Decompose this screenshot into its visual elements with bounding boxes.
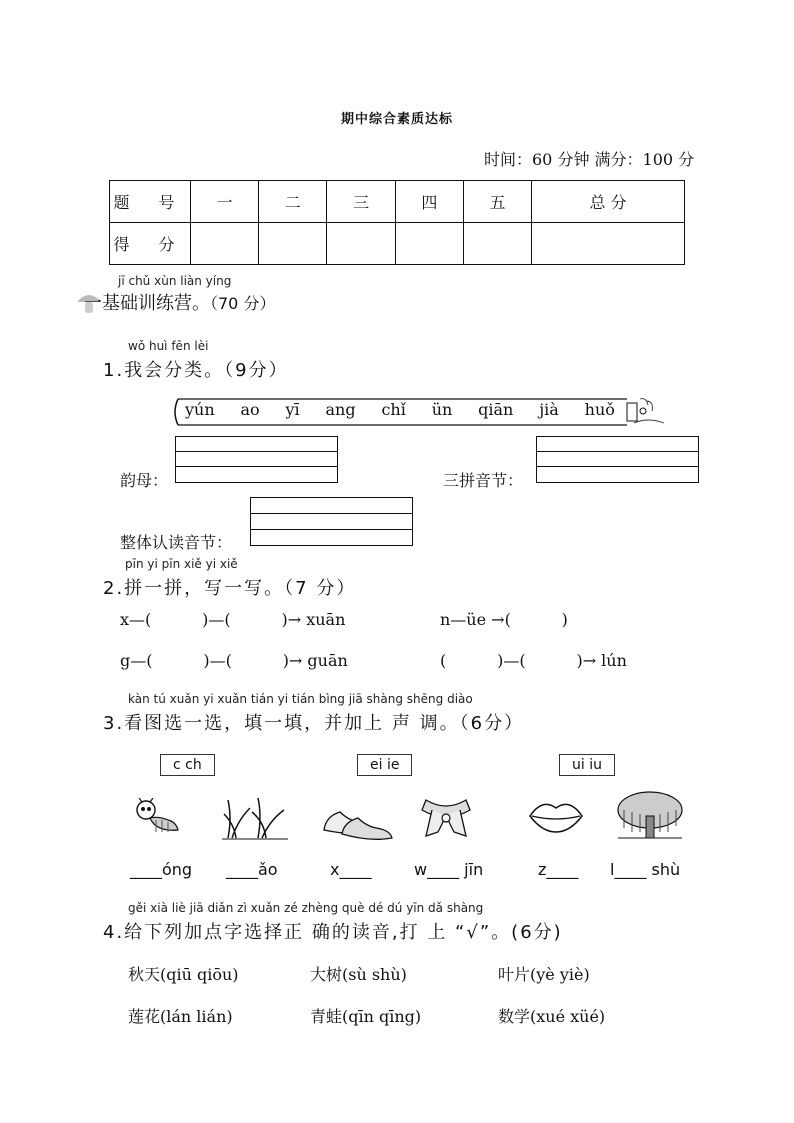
q4-item[interactable]: 叶片(yè yiè): [498, 965, 590, 984]
score-cell[interactable]: [191, 223, 259, 265]
q1-syllable-list: [185, 400, 615, 419]
q1-syllable: ao: [240, 400, 260, 419]
q1-syllable: jià: [539, 400, 559, 419]
section1-points: （70 分）: [210, 294, 276, 313]
yunmu-writing-box[interactable]: [175, 436, 338, 483]
q2-row1-right[interactable]: n—üe →( ): [440, 610, 568, 629]
score-cell[interactable]: [395, 223, 463, 265]
section1-pinyin: jī chǔ xùn liàn yíng: [118, 274, 232, 288]
q1-label-sanpin: 三拼音节：: [443, 471, 524, 490]
q1-syllable: chǐ: [381, 400, 406, 419]
sanpin-writing-box[interactable]: [536, 436, 699, 483]
q4-item[interactable]: 莲花(lán lián): [128, 1007, 233, 1026]
score-row-label: 得 分: [110, 223, 191, 265]
q1-syllable: ün: [431, 400, 453, 419]
q3-option-box: ei ie: [357, 754, 412, 776]
score-cell[interactable]: [463, 223, 531, 265]
page-title: 期中综合素质达标: [340, 112, 453, 127]
section1-title: 一基础训练营。: [84, 293, 210, 314]
lips-image: [528, 798, 584, 834]
q3-blank[interactable]: z____: [538, 860, 579, 879]
section1-heading: [84, 289, 275, 315]
score-col-5: 五: [463, 181, 531, 223]
scarf-image: [420, 796, 472, 842]
q1-label-zhengti: 整体认读音节：: [120, 533, 233, 552]
time-info: 时间：60 分钟 满分：100 分: [484, 150, 695, 169]
score-col-total: 总 分: [532, 181, 685, 223]
q3-pinyin: kàn tú xuǎn yi xuǎn tián yi tián bìng jiā shàng shēng diào: [128, 692, 473, 706]
q3-blank[interactable]: ____ǎo: [226, 860, 278, 879]
q4-item[interactable]: 秋天(qiū qiōu): [128, 965, 239, 984]
score-cell[interactable]: [327, 223, 395, 265]
q1-syllable: qiān: [478, 400, 514, 419]
q4-item[interactable]: 数学(xué xüé): [498, 1007, 606, 1026]
q2-row2-right[interactable]: ( )—( )→ lún: [440, 651, 627, 670]
score-header-label: 题 号: [110, 181, 191, 223]
q1-syllable: huǒ: [584, 400, 615, 419]
q1-syllable: yī: [285, 400, 300, 419]
score-cell[interactable]: [532, 223, 685, 265]
score-cell[interactable]: [259, 223, 327, 265]
q1-title: 1.我会分类。（9分）: [103, 360, 289, 381]
q3-blank[interactable]: l____ shù: [610, 860, 681, 879]
q2-row2-left[interactable]: g—( )—( )→ guān: [120, 651, 348, 670]
q4-pinyin: gěi xià liè jiā diǎn zì xuǎn zé zhèng què dé dú yīn dǎ shàng: [128, 901, 484, 915]
q1-label-yunmu: 韵母：: [120, 471, 169, 490]
score-col-2: 二: [259, 181, 327, 223]
grass-image: [222, 796, 288, 840]
score-table-score-row: [110, 223, 685, 265]
q3-blank[interactable]: x____: [330, 860, 372, 879]
q2-row1-left[interactable]: x—( )—( )→ xuān: [120, 610, 346, 629]
q3-blank[interactable]: w____ jīn: [414, 860, 484, 879]
zhengti-writing-box[interactable]: [250, 497, 413, 546]
score-table: [109, 180, 685, 265]
shoes-image: [322, 806, 394, 842]
q3-title: 3.看图选一选，填一填，并加上 声 调。（6分）: [103, 713, 525, 734]
q4-title: 4.给下列加点字选择正 确的读音,打 上 “√”。(6分): [103, 922, 563, 943]
q2-pinyin: pīn yi pīn xiě yi xiě: [125, 557, 238, 571]
q1-pinyin: wǒ huì fēn lèi: [128, 339, 209, 353]
q2-title: 2.拼一拼，写一写。（7 分）: [103, 578, 357, 599]
willow-tree-image: [614, 790, 686, 840]
q4-item[interactable]: 大树(sù shù): [310, 965, 407, 984]
worm-image: [132, 798, 180, 838]
q1-syllable: ang: [325, 400, 356, 419]
q3-option-box: ui iu: [559, 754, 615, 776]
q4-item[interactable]: 青蛙(qīn qīng): [310, 1007, 422, 1026]
score-col-1: 一: [191, 181, 259, 223]
score-col-3: 三: [327, 181, 395, 223]
score-table-header-row: [110, 181, 685, 223]
q1-syllable: yún: [185, 400, 215, 419]
q3-blank[interactable]: ____óng: [130, 860, 193, 879]
score-col-4: 四: [395, 181, 463, 223]
q3-option-box: c ch: [160, 754, 215, 776]
